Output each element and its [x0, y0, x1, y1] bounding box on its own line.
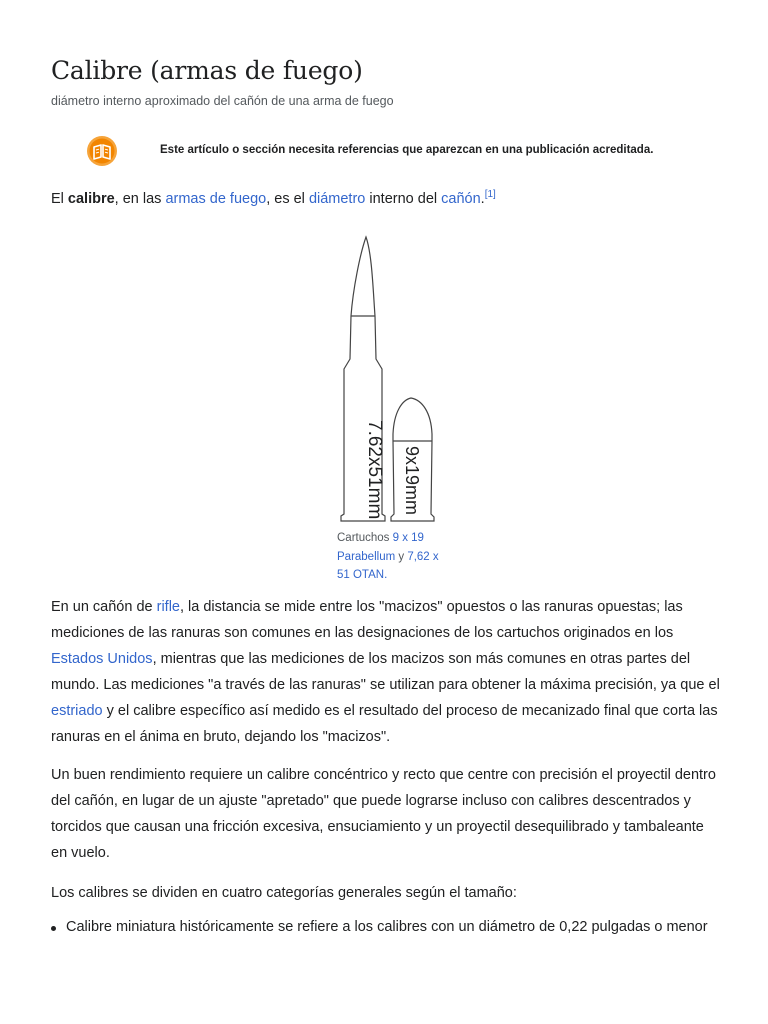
link-estriado[interactable]: estriado	[51, 703, 103, 719]
caliber-categories-list	[51, 914, 711, 941]
intro-paragraph: El calibre, en las armas de fuego, es el diámetro interno del cañón.[1]	[51, 189, 496, 207]
link-armas-de-fuego[interactable]: armas de fuego	[165, 191, 267, 207]
link-rifle[interactable]: rifle	[156, 599, 180, 615]
term-calibre: calibre	[67, 191, 115, 207]
rifle-cartridge-label: 7.62x51mm	[364, 420, 385, 520]
reference-1[interactable]: [1]	[484, 189, 496, 201]
paragraph-categories: Los calibres se dividen en cuatro categorías generales según el tamaño:	[51, 885, 517, 901]
references-notice: Este artículo o sección necesita referencias que aparezcan en una publicación acreditada.	[160, 144, 654, 156]
pistol-cartridge-label: 9x19mm	[402, 446, 422, 516]
page-subtitle: diámetro interno aproximado del cañón de una arma de fuego	[51, 94, 394, 108]
link-9x19-parabellum[interactable]: 9 x 19 Parabellum	[337, 532, 424, 563]
figure-caption: Cartuchos 9 x 19 Parabellum y 7,62 x 51 OTAN.	[337, 532, 439, 581]
book-icon	[86, 135, 118, 167]
link-762x51-otan[interactable]: 7,62 x 51 OTAN.	[337, 550, 439, 581]
paragraph-performance: Un buen rendimiento requiere un calibre concéntrico y recto que centre con precisión el proyectil dentro del cañón, en lugar de un ajuste "apretado" que puede lograrse incluso con calibres descentrados y torcidos que causan una fricción excesiva, ensuciamiento y un proyectil desequilibrado y tambaleante en vuelo.	[51, 767, 716, 861]
list-item: Calibre miniatura históricamente se refiere a los calibres con un diámetro de 0,22 pulgadas o menor	[51, 914, 711, 941]
page-title: Calibre (armas de fuego)	[51, 56, 363, 85]
cartridges-drawing	[336, 234, 446, 526]
link-estados-unidos[interactable]: Estados Unidos	[51, 651, 153, 667]
link-canon[interactable]: cañón	[441, 191, 481, 207]
link-diametro[interactable]: diámetro	[308, 191, 366, 207]
paragraph-rifle-measurement: En un cañón de rifle, la distancia se mide entre los "macizos" opuestos o las ranuras opuestas; las mediciones de las ranuras son comunes en las designaciones de los cartuchos originados en los Estados Unidos, mientras que las mediciones de los macizos son más comunes en otras partes del mundo. Las mediciones "a través de las ranuras" se utilizan para obtener la máxima precisión, ya que el estriado y el calibre específico así medido es el resultado del proceso de mecanizado final que corta las ranuras en el ánima en bruto, dejando los "macizos".	[51, 599, 720, 745]
bullet-icon	[51, 926, 56, 931]
